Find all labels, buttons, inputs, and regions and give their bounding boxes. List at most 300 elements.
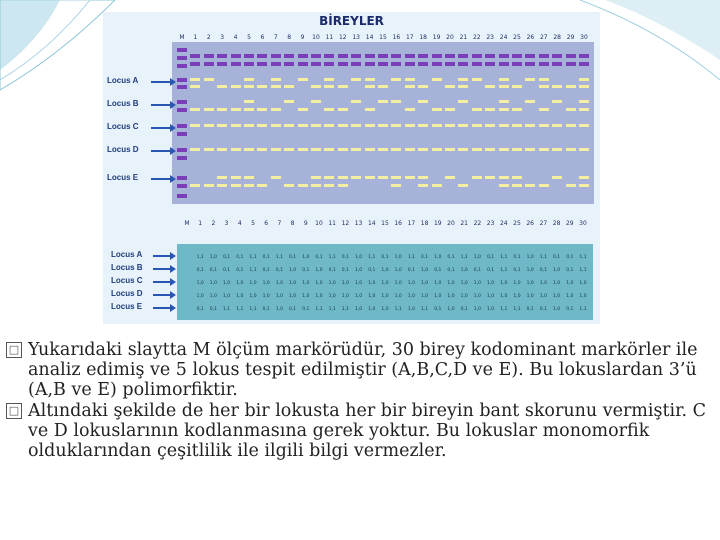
sample-band <box>244 78 254 81</box>
score-cell: 1,0 <box>381 268 389 273</box>
paragraph-2 <box>6 401 710 461</box>
sample-band <box>512 176 522 179</box>
marker-band <box>177 176 187 180</box>
score-cell: 1,1 <box>460 255 468 260</box>
lane-top-band <box>405 62 415 66</box>
sample-band <box>378 176 388 179</box>
lane-number: 10 <box>315 220 323 227</box>
sample-band <box>284 100 294 103</box>
sample-band <box>311 184 321 187</box>
lane-number: 14 <box>365 34 374 41</box>
lane-top-band <box>257 62 267 66</box>
score-cell: 1,1 <box>500 255 508 260</box>
lane-number: 4 <box>237 220 242 227</box>
sample-band <box>458 124 468 127</box>
lane-top-band <box>485 54 495 58</box>
sample-band <box>539 85 549 88</box>
score-cell: 1,0 <box>460 268 468 273</box>
score-cell: 1,0 <box>394 281 402 286</box>
score-cell: 1,0 <box>262 294 270 299</box>
sample-band <box>499 85 509 88</box>
sample-band <box>190 148 200 151</box>
lane-top-band <box>472 54 482 58</box>
lane-number: 6 <box>264 220 269 227</box>
locus-label: Locus E <box>107 173 139 182</box>
score-cell: 1,0 <box>289 294 297 299</box>
score-cell: 1,1 <box>368 255 376 260</box>
sample-band <box>566 108 576 111</box>
sample-band <box>351 176 361 179</box>
lane-number: 13 <box>352 34 360 41</box>
lane-top-band <box>351 62 361 66</box>
sample-band <box>525 78 535 81</box>
lane-top-band <box>190 62 200 66</box>
score-cell: 0,1 <box>513 255 521 260</box>
sample-band <box>552 176 562 179</box>
sample-band <box>539 184 549 187</box>
sample-band <box>485 176 495 179</box>
lane-number: 28 <box>552 220 561 227</box>
lane-number: 12 <box>338 34 347 41</box>
arrow-icon <box>151 104 171 106</box>
lane-number: 2 <box>211 220 216 227</box>
lane-top-band <box>244 54 254 58</box>
sample-band <box>338 85 348 88</box>
lane-number: 24 <box>499 34 508 41</box>
sample-band <box>539 108 549 111</box>
score-cell: 0,1 <box>473 268 481 273</box>
lane-number: M <box>179 34 185 41</box>
sample-band <box>271 124 281 127</box>
lane-number: 22 <box>472 34 481 41</box>
score-cell: 0,1 <box>302 268 310 273</box>
sample-band <box>512 124 522 127</box>
score-cell: 1,0 <box>394 268 402 273</box>
score-cell: 1,1 <box>500 268 508 273</box>
score-cell: 1,0 <box>328 294 336 299</box>
sample-band <box>311 100 321 103</box>
sample-band <box>566 124 576 127</box>
sample-band <box>217 176 227 179</box>
score-cell: 1,1 <box>341 307 349 312</box>
lane-top-band <box>298 62 308 66</box>
sample-band <box>579 108 589 111</box>
lane-number: 23 <box>486 220 495 227</box>
score-cell: 1,0 <box>553 294 561 299</box>
lane-number: M <box>184 220 190 227</box>
lane-top-band <box>539 54 549 58</box>
sample-band <box>311 176 321 179</box>
arrow-icon <box>153 268 171 270</box>
score-cell: 0,1 <box>341 268 349 273</box>
score-cell: 1,0 <box>447 307 455 312</box>
score-cell: 1,0 <box>553 268 561 273</box>
lane-top-band <box>391 62 401 66</box>
score-cell: 0,1 <box>262 268 270 273</box>
sample-band <box>525 124 535 127</box>
score-cell: 1,0 <box>289 268 297 273</box>
marker-band <box>177 184 187 188</box>
score-cell: 1,0 <box>513 281 521 286</box>
score-cell: 1,0 <box>473 307 481 312</box>
score-cell: 1,0 <box>302 255 310 260</box>
lane-number: 18 <box>420 220 429 227</box>
lane-number: 11 <box>325 34 334 41</box>
lane-number: 22 <box>473 220 482 227</box>
sample-band <box>324 184 334 187</box>
score-cell: 1,0 <box>434 294 442 299</box>
score-cell: 1,1 <box>500 307 508 312</box>
sample-band <box>351 148 361 151</box>
sample-band <box>271 78 281 81</box>
lane-number: 9 <box>303 220 308 227</box>
sample-band <box>405 124 415 127</box>
lane-top-band <box>512 62 522 66</box>
lane-number: 26 <box>526 220 534 227</box>
lane-number: 10 <box>312 34 320 41</box>
score-cell: 1,0 <box>539 281 547 286</box>
lane-top-band <box>499 54 509 58</box>
score-cell: 0,1 <box>275 268 283 273</box>
score-cell: 1,0 <box>539 294 547 299</box>
sample-band <box>365 85 375 88</box>
score-cell: 0,1 <box>236 268 244 273</box>
sample-band <box>472 148 482 151</box>
sample-band <box>432 124 442 127</box>
score-cell: 0,1 <box>223 255 231 260</box>
sample-band <box>217 148 227 151</box>
lane-number: 3 <box>224 220 229 227</box>
sample-band <box>311 85 321 88</box>
score-cell: 1,1 <box>275 255 283 260</box>
sample-band <box>458 100 468 103</box>
sample-band <box>499 176 509 179</box>
marker-band <box>177 124 187 128</box>
score-cell: 1,0 <box>328 281 336 286</box>
figure-title: BİREYLER <box>319 14 384 28</box>
sample-band <box>271 148 281 151</box>
score-cell: 1,0 <box>473 281 481 286</box>
lane-top-band <box>499 62 509 66</box>
lane-top-band <box>204 62 214 66</box>
score-cell: 1,0 <box>407 294 415 299</box>
score-cell: 1,0 <box>526 281 534 286</box>
lane-top-band <box>231 62 241 66</box>
score-cell: 1,0 <box>249 281 257 286</box>
sample-band <box>458 85 468 88</box>
gel-image <box>172 34 594 204</box>
sample-band <box>231 124 241 127</box>
score-cell: 0,1 <box>434 268 442 273</box>
score-cell: 1,0 <box>196 281 204 286</box>
score-cell: 1,0 <box>209 255 217 260</box>
score-cell: 0,1 <box>447 268 455 273</box>
sample-band <box>190 85 200 88</box>
sample-band <box>257 124 267 127</box>
sample-band <box>485 124 495 127</box>
lane-top-band <box>204 54 214 58</box>
score-cell: 1,0 <box>487 294 495 299</box>
score-row <box>177 265 593 277</box>
lane-number: 5 <box>247 34 251 41</box>
sample-band <box>338 108 348 111</box>
sample-band <box>405 78 415 81</box>
sample-band <box>579 148 589 151</box>
marker-band <box>177 85 187 89</box>
locus-label: Locus A <box>107 76 139 85</box>
sample-band <box>485 108 495 111</box>
lane-number: 29 <box>565 220 574 227</box>
sample-band <box>391 176 401 179</box>
sample-band <box>284 184 294 187</box>
lane-number: 7 <box>273 34 278 41</box>
lane-top-band <box>284 54 294 58</box>
lane-number: 20 <box>447 220 455 227</box>
score-cell: 1,0 <box>249 294 257 299</box>
sample-band <box>512 184 522 187</box>
sample-band <box>190 184 200 187</box>
lane-top-band <box>338 54 348 58</box>
sample-band <box>525 100 535 103</box>
score-cell: 1,0 <box>381 307 389 312</box>
lane-number: 29 <box>566 34 575 41</box>
marker-band <box>177 78 187 82</box>
score-cell: 1,0 <box>526 294 534 299</box>
lane-number: 21 <box>459 34 468 41</box>
lane-top-band <box>432 54 442 58</box>
lane-number: 23 <box>486 34 494 41</box>
marker-band <box>177 148 187 152</box>
sample-band <box>284 124 294 127</box>
sample-band <box>579 100 589 103</box>
lane-top-band <box>324 62 334 66</box>
score-cell: 1,1 <box>539 255 547 260</box>
score-cell: 1,0 <box>434 281 442 286</box>
lane-top-band <box>271 54 281 58</box>
score-cell: 1,0 <box>355 268 363 273</box>
score-cell: 1,1 <box>328 255 336 260</box>
sample-band <box>566 85 576 88</box>
score-cell: 1,0 <box>275 281 283 286</box>
score-cell: 0,1 <box>209 268 217 273</box>
score-cell: 1,0 <box>341 281 349 286</box>
arrow-icon <box>151 178 171 180</box>
sample-band <box>204 184 214 187</box>
lane-top-band <box>244 62 254 66</box>
lane-top-band <box>271 62 281 66</box>
marker-band <box>177 64 187 68</box>
sample-band <box>458 184 468 187</box>
score-cell: 1,0 <box>500 294 508 299</box>
sample-band <box>405 108 415 111</box>
lane-top-band <box>190 54 200 58</box>
score-cell: 1,1 <box>579 255 587 260</box>
sample-band <box>418 85 428 88</box>
score-cell: 1,0 <box>381 281 389 286</box>
score-cell: 1,0 <box>513 294 521 299</box>
score-cell: 0,1 <box>434 307 442 312</box>
sample-band <box>485 85 495 88</box>
score-cell: 1,0 <box>473 255 481 260</box>
sample-band <box>458 148 468 151</box>
score-cell: 1,0 <box>526 268 534 273</box>
sample-band <box>244 85 254 88</box>
sample-band <box>525 148 535 151</box>
arrow-icon <box>153 294 171 296</box>
sample-band <box>324 85 334 88</box>
score-table <box>177 220 593 320</box>
score-cell: 1,1 <box>236 307 244 312</box>
sample-band <box>311 124 321 127</box>
sample-band <box>365 108 375 111</box>
sample-band <box>499 78 509 81</box>
sample-band <box>338 148 348 151</box>
score-cell: 0,1 <box>289 307 297 312</box>
score-cell: 1,1 <box>394 307 402 312</box>
score-row <box>177 252 593 264</box>
score-cell: 1,0 <box>262 281 270 286</box>
score-cell: 0,1 <box>566 268 574 273</box>
score-cell: 1,0 <box>223 294 231 299</box>
sample-band <box>566 184 576 187</box>
score-cell: 0,1 <box>460 307 468 312</box>
lane-top-band <box>566 62 576 66</box>
lane-top-band <box>552 62 562 66</box>
locus-label: Locus C <box>107 122 139 131</box>
sample-band <box>231 176 241 179</box>
sample-band <box>338 184 348 187</box>
lane-number: 30 <box>579 220 587 227</box>
score-cell: 1,1 <box>407 255 415 260</box>
lane-top-band <box>217 54 227 58</box>
sample-band <box>231 184 241 187</box>
score-cell: 1,0 <box>368 307 376 312</box>
score-cell: 1,0 <box>394 255 402 260</box>
score-cell: 1,0 <box>407 281 415 286</box>
score-cell: 1,1 <box>249 268 257 273</box>
score-cell: 1,0 <box>473 294 481 299</box>
score-cell: 1,0 <box>236 294 244 299</box>
sample-band <box>445 85 455 88</box>
sample-band <box>391 124 401 127</box>
locus-label: Locus D <box>107 145 139 154</box>
arrow-icon <box>153 281 171 283</box>
sample-band <box>324 124 334 127</box>
sample-band <box>418 176 428 179</box>
marker-band <box>177 194 187 198</box>
lane-number: 18 <box>419 34 427 41</box>
lane-top-band <box>351 54 361 58</box>
sample-band <box>231 148 241 151</box>
sample-band <box>190 108 200 111</box>
lane-number: 27 <box>539 220 548 227</box>
score-row <box>177 304 593 316</box>
gel-lane-numbers <box>172 34 594 44</box>
lane-top-band <box>472 62 482 66</box>
score-cell: 1,0 <box>209 294 217 299</box>
sample-band <box>257 184 267 187</box>
lane-top-band <box>338 62 348 66</box>
score-cell: 0,1 <box>209 307 217 312</box>
score-locus-label: Locus D <box>111 289 143 298</box>
sample-band <box>298 78 308 81</box>
sample-band <box>204 108 214 111</box>
score-cell: 1,0 <box>566 281 574 286</box>
sample-band <box>284 85 294 88</box>
arrow-icon <box>151 81 171 83</box>
lane-top-band <box>579 62 589 66</box>
score-cell: 1,1 <box>513 307 521 312</box>
sample-band <box>472 176 482 179</box>
lane-top-band <box>458 62 468 66</box>
score-cell: 1,1 <box>196 255 204 260</box>
score-cell: 0,1 <box>487 268 495 273</box>
score-cell: 1,0 <box>447 281 455 286</box>
paragraph-2-text: Altındaki şekilde de her bir lokusta her bir bireyin bant skorunu vermiştir. C ve D lokuslarının kodlanmasına gerek yoktur. Bu lokuslar monomorfik olduklarından çeşitlilik ile ilgili bilgi vermezler. <box>28 401 707 461</box>
sample-band <box>190 78 200 81</box>
score-cell: 0,1 <box>447 255 455 260</box>
score-cell: 0,1 <box>381 255 389 260</box>
sample-band <box>231 85 241 88</box>
lane-top-band <box>324 54 334 58</box>
sample-band <box>485 148 495 151</box>
sample-band <box>445 148 455 151</box>
lane-number: 15 <box>379 34 387 41</box>
sample-band <box>217 184 227 187</box>
paragraph-1 <box>6 340 710 400</box>
sample-band <box>499 108 509 111</box>
lane-number: 9 <box>300 34 305 41</box>
sample-band <box>458 78 468 81</box>
sample-band <box>378 85 388 88</box>
sample-band <box>391 100 401 103</box>
sample-band <box>418 148 428 151</box>
score-cell: 1,1 <box>579 268 587 273</box>
score-cell: 1,0 <box>302 294 310 299</box>
sample-band <box>432 148 442 151</box>
lane-top-band <box>525 54 535 58</box>
arrow-icon <box>153 307 171 309</box>
lane-top-band <box>391 54 401 58</box>
sample-band <box>338 176 348 179</box>
sample-band <box>405 85 415 88</box>
sample-band <box>231 108 241 111</box>
score-cell: 1,0 <box>566 294 574 299</box>
lane-number: 17 <box>405 34 414 41</box>
sample-band <box>472 124 482 127</box>
sample-band <box>244 148 254 151</box>
score-cell: 1,0 <box>553 307 561 312</box>
score-cell: 0,1 <box>553 255 561 260</box>
lane-top-band <box>445 62 455 66</box>
paragraph-1-text: Yukarıdaki slaytta M ölçüm markörüdür, 30 birey kodominant markörler ile analiz edimiş ve 5 lokus tespit edilmiştir (A,B,C,D ve E). Bu lokuslardan 3’ü (A,B ve E) polimorfiktir. <box>28 340 698 400</box>
score-cell: 1,0 <box>460 294 468 299</box>
lane-number: 1 <box>198 220 203 227</box>
lane-top-band <box>552 54 562 58</box>
score-cell: 1,0 <box>407 307 415 312</box>
lane-top-band <box>257 54 267 58</box>
sample-band <box>244 108 254 111</box>
score-cell: 1,1 <box>249 307 257 312</box>
sample-band <box>432 78 442 81</box>
lane-top-band <box>365 54 375 58</box>
sample-band <box>378 124 388 127</box>
sample-band <box>472 78 482 81</box>
lane-number: 16 <box>394 220 402 227</box>
lane-number: 27 <box>539 34 548 41</box>
score-cell: 0,1 <box>513 268 521 273</box>
lane-top-band <box>405 54 415 58</box>
